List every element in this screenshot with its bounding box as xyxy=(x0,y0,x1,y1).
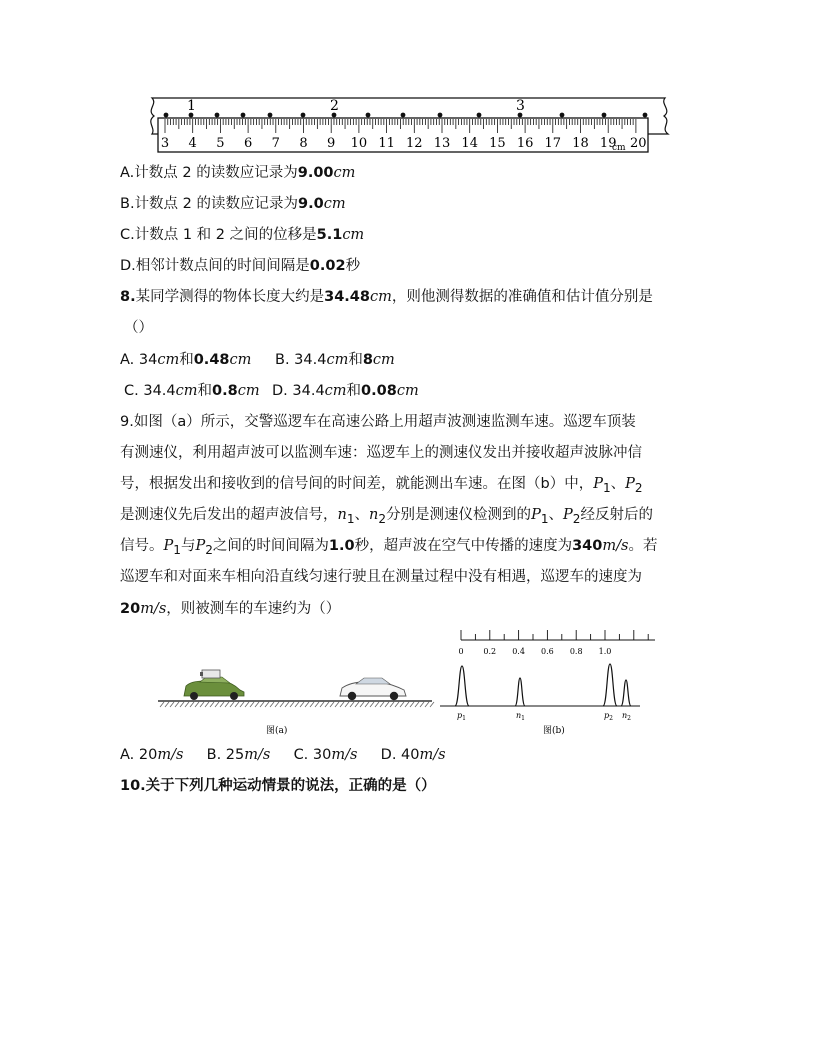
ruler-number: 12 xyxy=(406,136,423,151)
q8-option-c: C. 34.4cm和0.8cm xyxy=(124,383,260,399)
q9-line1: 9.如图（a）所示，交警巡逻车在高速公路上用超声波测速监测车速。巡逻车顶装 xyxy=(120,414,636,430)
time-axis-label: 0.2 xyxy=(483,647,497,656)
q8-option-a: A. 34cm和0.48cm xyxy=(120,352,252,368)
figure-b xyxy=(440,630,655,736)
q9-option-c: C. 30m/s xyxy=(293,747,358,763)
ruler-number: 9 xyxy=(327,136,336,151)
figure-a-caption: 图(a) xyxy=(266,726,288,736)
q9-options xyxy=(120,745,446,765)
ruler-number: 15 xyxy=(489,136,506,151)
q9-line7: 20m/s，则被测车的车速约为（） xyxy=(120,601,341,617)
q7-option-a: A.计数点 2 的读数应记录为9.00cm xyxy=(120,165,356,181)
patrol-car xyxy=(184,670,244,700)
q9-line2: 有测速仪，利用超声波可以监测车速：巡逻车上的测速仪发出并接收超声波脉冲信 xyxy=(120,445,642,461)
time-axis-label: 0.4 xyxy=(512,647,525,656)
point-label-2: 2 xyxy=(330,98,339,114)
q8-option-b: B. 34.4cm和8cm xyxy=(275,352,395,368)
ruler-number: 3 xyxy=(160,136,170,151)
ruler-number: 17 xyxy=(544,136,562,151)
ruler-number: 4 xyxy=(188,136,197,151)
q8-stem-line2: （） xyxy=(124,320,153,336)
ruler-number: 18 xyxy=(572,136,589,151)
ruler-number: 7 xyxy=(271,136,280,151)
time-axis-label: 0 xyxy=(458,647,464,656)
ruler-number: 10 xyxy=(350,136,368,151)
label-p1: $p_1$ xyxy=(457,711,466,722)
q9-option-b: B. 25m/s xyxy=(206,747,271,763)
pulse-p2 xyxy=(603,664,617,706)
ruler-unit: cm xyxy=(612,143,626,153)
point-label-3: 3 xyxy=(516,98,525,114)
q9-line3: 号，根据发出和接收到的信号间的时间差，就能测出车速。在图（b）中，$P_1$、$P_2$ xyxy=(120,476,643,495)
ruler-number: 11 xyxy=(378,136,395,151)
q7-option-d: D.相邻计数点间的时间间隔是0.02秒 xyxy=(120,258,361,274)
ruler-number: 5 xyxy=(216,136,225,151)
time-axis-labels xyxy=(458,647,611,656)
pulse-n2 xyxy=(621,680,631,706)
time-axis-label: 0.8 xyxy=(569,647,583,656)
q9-option-a: A. 20m/s xyxy=(120,747,184,763)
time-axis-ticks xyxy=(461,630,648,640)
q7-option-c: C.计数点 1 和 2 之间的位移是5.1cm xyxy=(120,227,365,243)
time-axis-label: 0.6 xyxy=(541,647,554,656)
road-hatch xyxy=(160,702,434,707)
ruler-number: 16 xyxy=(516,136,534,151)
time-axis-label: 1.0 xyxy=(598,647,612,656)
pulse-n1 xyxy=(515,678,525,706)
q9-figures xyxy=(0,626,816,746)
ruler-end-number: 20 xyxy=(630,136,647,151)
ruler-figure xyxy=(0,0,816,160)
oncoming-car xyxy=(340,678,406,700)
point-label-1: 1 xyxy=(187,98,196,114)
ruler-number: 6 xyxy=(243,136,253,151)
ruler-number: 19 xyxy=(599,136,617,151)
ruler-number: 14 xyxy=(461,136,478,151)
label-n2: $n_2$ xyxy=(622,711,631,722)
q9-option-d: D. 40m/s xyxy=(380,747,446,763)
q10-stem: 10.关于下列几种运动情景的说法，正确的是（） xyxy=(120,778,436,794)
q9-line4: 是测速仪先后发出的超声波信号，$n_1$、$n_2$分别是测速仪检测到的$P_1$、$P_2$经反射后的 xyxy=(120,507,653,526)
q9-line6: 巡逻车和对面来车相向沿直线匀速行驶且在测量过程中没有相遇，巡逻车的速度为 xyxy=(120,569,642,585)
label-p2: $p_2$ xyxy=(604,711,613,722)
figure-a xyxy=(158,670,434,736)
label-n1: $n_1$ xyxy=(516,711,525,722)
q7-option-b: B.计数点 2 的读数应记录为9.0cm xyxy=(120,196,346,212)
q9-line5: 信号。$P_1$与$P_2$之间的时间间隔为1.0秒，超声波在空气中传播的速度为340m/s。若 xyxy=(120,538,658,557)
ruler-number: 8 xyxy=(299,136,308,151)
q8-option-d: D. 34.4cm和0.08cm xyxy=(272,383,419,399)
pulse-p1 xyxy=(455,666,469,706)
q8-stem: 8.某同学测得的物体长度大约是34.48cm，则他测得数据的准确值和估计值分别是 xyxy=(120,289,653,305)
ruler-number: 13 xyxy=(433,136,451,151)
figure-b-caption: 图(b) xyxy=(543,726,565,736)
